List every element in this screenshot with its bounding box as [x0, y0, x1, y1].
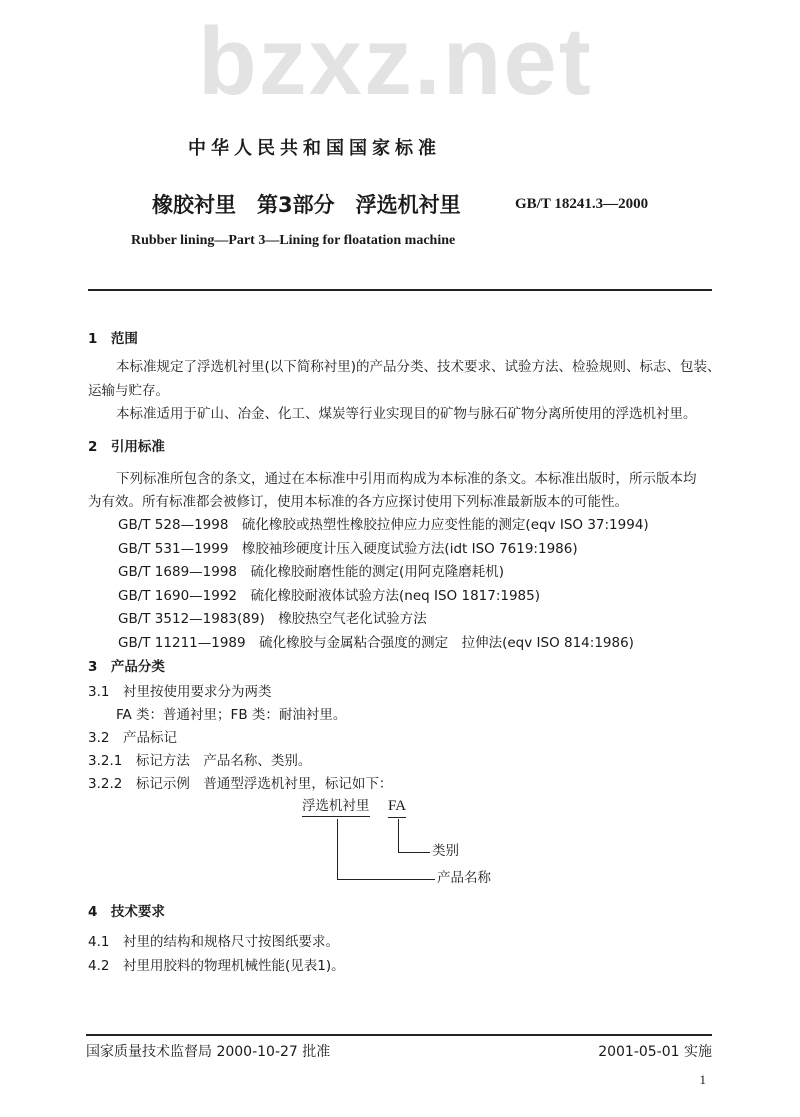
reference-item: GB/T 1690—1992 硫化橡胶耐液体试验方法(neq ISO 1817:1985) — [118, 588, 541, 604]
clause-3-1: 3.1 衬里按使用要求分为两类 — [88, 684, 272, 700]
category-leader-line — [398, 852, 430, 853]
section-2-heading: 2 引用标准 — [88, 439, 165, 455]
reference-item: GB/T 3512—1983(89) 橡胶热空气老化试验方法 — [118, 611, 427, 627]
clause-3-1-detail: FA 类：普通衬里；FB 类：耐油衬里。 — [116, 707, 347, 723]
marking-label-name: 产品名称 — [437, 870, 491, 886]
marking-category-code: FA — [388, 797, 406, 818]
document-title-en: Rubber lining—Part 3—Lining for floatation machine — [131, 233, 456, 248]
section-1-heading: 1 范围 — [88, 331, 138, 347]
marking-product-name: 浮选机衬里 — [302, 798, 370, 817]
clause-4-1: 4.1 衬里的结构和规格尺寸按图纸要求。 — [88, 934, 339, 950]
reference-item: GB/T 1689—1998 硫化橡胶耐磨性能的测定(用阿克隆磨耗机) — [118, 564, 505, 580]
reference-item: GB/T 531—1999 橡胶袖珍硬度计压入硬度试验方法(idt ISO 7619:1986) — [118, 541, 578, 557]
page-number: 1 — [699, 1072, 706, 1087]
marking-label-category: 类别 — [432, 843, 459, 859]
approval-date: 国家质量技术监督局 2000-10-27 批准 — [86, 1044, 331, 1060]
clause-3-2-1: 3.2.1 标记方法 产品名称、类别。 — [88, 753, 312, 769]
section-1-paragraph: 本标准规定了浮选机衬里(以下简称衬里)的产品分类、技术要求、试验方法、检验规则、标志、包装、 — [116, 359, 721, 375]
national-standard-label: 中华人民共和国国家标准 — [188, 138, 441, 159]
name-leader-line — [337, 819, 338, 879]
section-4-heading: 4 技术要求 — [88, 904, 165, 920]
clause-4-2: 4.2 衬里用胶料的物理机械性能(见表1)。 — [88, 958, 345, 974]
header-divider — [88, 289, 712, 291]
reference-item: GB/T 528—1998 硫化橡胶或热塑性橡胶拉伸应力应变性能的测定(eqv ISO 37:1994) — [118, 517, 649, 533]
document-title-cn: 橡胶衬里 第3部分 浮选机衬里 — [152, 193, 461, 217]
watermark: bzxz.net — [198, 8, 593, 115]
clause-3-2: 3.2 产品标记 — [88, 730, 177, 746]
implementation-date: 2001-05-01 实施 — [598, 1044, 712, 1060]
name-leader-line — [337, 879, 435, 880]
standard-number: GB/T 18241.3—2000 — [515, 196, 649, 212]
section-2-paragraph: 下列标准所包含的条文，通过在本标准中引用而构成为本标准的条文。本标准出版时，所示版本均 — [116, 471, 697, 487]
section-2-paragraph-cont: 为有效。所有标准都会被修订，使用本标准的各方应探讨使用下列标准最新版本的可能性。 — [88, 494, 628, 510]
reference-item: GB/T 11211—1989 硫化橡胶与金属粘合强度的测定 拉伸法(eqv ISO 814:1986) — [118, 635, 634, 651]
category-leader-line — [398, 819, 399, 852]
section-1-paragraph-2: 本标准适用于矿山、冶金、化工、煤炭等行业实现目的矿物与脉石矿物分离所使用的浮选机衬里。 — [116, 406, 697, 422]
section-1-paragraph-cont: 运输与贮存。 — [88, 383, 169, 399]
clause-3-2-2: 3.2.2 标记示例 普通型浮选机衬里，标记如下： — [88, 776, 393, 792]
footer-divider — [86, 1034, 712, 1036]
section-3-heading: 3 产品分类 — [88, 659, 165, 675]
